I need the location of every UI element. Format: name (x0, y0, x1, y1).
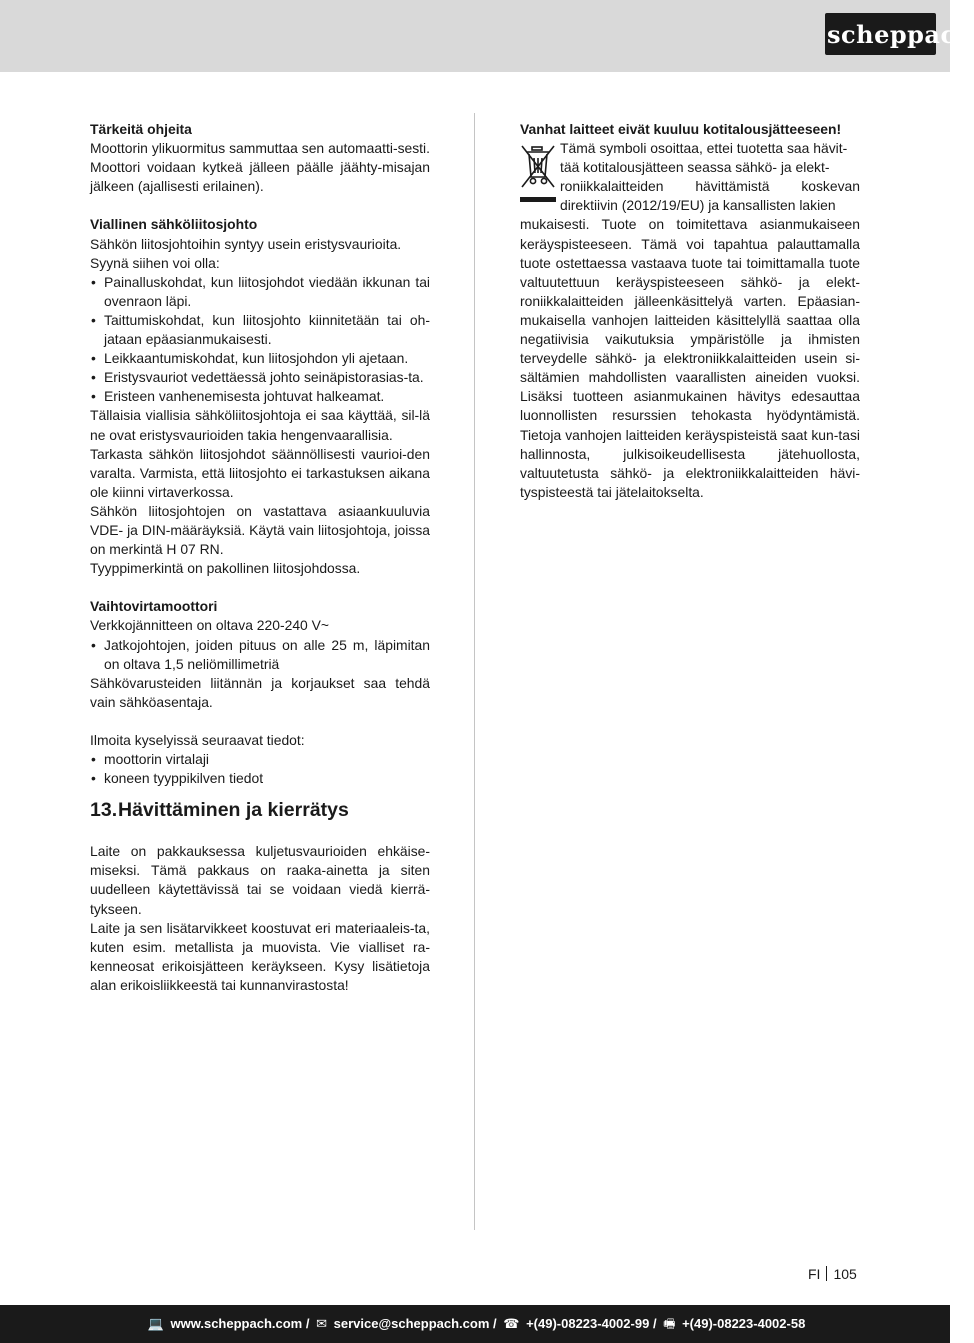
section-heading-text: Hävittäminen ja kierrätys (118, 799, 349, 822)
list-item: • Leikkaantumiskohdat, kun liitosjohdon yli ajetaan. (90, 349, 430, 368)
fax-icon: 🖷 (663, 1316, 676, 1331)
ac-motor-voltage: Verkkojännitteen on oltava 220-240 V~ (90, 617, 330, 634)
left-column (90, 120, 430, 995)
weee-line-4: direktiivin (2012/19/EU) ja kansallisten lakien (560, 197, 836, 214)
weee-underline (520, 197, 556, 202)
defective-cable-list (90, 273, 430, 407)
section-title-defective-cable: Viallinen sähköliitosjohto (90, 216, 258, 233)
page-number: 105 (833, 1266, 857, 1282)
footer-bar: 💻 www.scheppach.com / ✉ service@scheppach.com / ☎ +(49)-08223-4002-99 / 🖷 +(49)-08223-4002-58 (0, 1305, 950, 1343)
list-item: • Eristeen vanhenemisesta johtuvat halkeamat. (90, 387, 430, 406)
section-title-ac-motor: Vaihtovirtamoottori (90, 598, 218, 615)
weee-line-3: roniikkalaitteiden hävittämistä koskevan (560, 178, 860, 195)
envelope-icon: ✉ (316, 1316, 327, 1331)
section-title-important-notes: Tärkeitä ohjeita (90, 121, 192, 137)
weee-text: mukaisesti. Tuote on toimitettava asianmukaiseen keräyspisteeseen. Tämä voi tapahtua palauttamalla tuote ostettaessa vastaava tuote tai toimittamalla tuote valtuutettuun keräyspisteeseen sähkö- ja elekt-roniikkalaitteiden jälleenkäsittelyä varten. Epäasian-mukaisella vanhojen laitteiden käsittelyllä saattaa olla negatiivisia vaikutuksia ympäristölle ja ihmisten terveydelle sähkö- ja elektroniikkalaitteiden usein si-sältämien mahdollisten vaarallisten aineiden vuoksi. Lisäksi tuotteen asianmukainen hävitys edesauttaa luonnollisten resurssien tehokasta hyödyntämistä. Tietoja vanhojen laitteiden keräyspisteistä saat kun-tasi hallinnosta, julkisoikeudellisesta jätehuollosta, valtuutetusta sähkö- ja elektroniikkalaitteiden hävi-tyspisteestä tai jätelaitokselta. (520, 216, 860, 500)
ac-motor-electrician: Sähkövarusteiden liitännän ja korjaukset saa tehdä vain sähköasentaja. (90, 674, 430, 710)
weee-line-1: Tämä symboli osoittaa, ettei tuotetta saa hävit- (560, 140, 848, 157)
weee-line-2: tää kotitalousjätteen seassa sähkö- ja elekt- (560, 159, 830, 176)
section-title-weee: Vanhat laitteet eivät kuuluu kotitalousjätteeseen! (520, 121, 842, 137)
defective-cable-intro: Sähkön liitosjohtoihin syntyy usein eristysvaurioita. (90, 235, 402, 252)
disposal-packaging-text: Laite on pakkauksessa kuljetusvaurioiden ehkäise-miseksi. Tämä pakkaus on raaka-ainetta ja siten uudelleen käytettävissä tai se voidaan viedä kierrä-tykseen. (90, 843, 430, 917)
laptop-icon: 💻 (147, 1316, 164, 1331)
defective-cable-standards: Sähkön liitosjohtojen on vastattava asiaankuuluvia VDE- ja DIN-määräyksiä. Käytä vain liitosjohtoja, joissa on merkintä H 07 RN. (90, 502, 430, 558)
defective-cable-causes: Syynä siihen voi olla: (90, 254, 220, 271)
list-item: • moottorin virtalaji (90, 750, 430, 769)
important-notes-text: Moottorin ylikuormitus sammuttaa sen automaatti-sesti. Moottori voidaan kytkeä jälleen päälle jäähty-misajan jälkeen (ajallisesti erilainen). (90, 140, 430, 195)
footer-email[interactable]: service@scheppach.com (333, 1316, 490, 1331)
ac-motor-inquiry: Ilmoita kyselyissä seuraavat tiedot: (90, 732, 305, 748)
list-item: • Eristysvauriot vedettäessä johto seinäpistorasias-ta. (90, 368, 430, 387)
footer-fax: +(49)-08223-4002-58 (682, 1316, 806, 1331)
footer-website[interactable]: www.scheppach.com (170, 1316, 303, 1331)
page-separator (826, 1266, 827, 1281)
list-item: • Jatkojohtojen, joiden pituus on alle 25 m, läpimitan on oltava 1,5 neliömillimetriä (90, 636, 430, 674)
section-number: 13. (90, 799, 118, 822)
phone-icon: ☎ (503, 1316, 520, 1331)
right-column (520, 120, 860, 502)
list-item: • Taittumiskohdat, kun liitosjohto kiinnitetään tai oh-jataan epäasianmukaisesti. (90, 311, 430, 349)
scheppach-logo: scheppach (825, 13, 936, 55)
weee-block (520, 139, 860, 215)
footer-phone: +(49)-08223-4002-99 (526, 1316, 650, 1331)
list-item: • koneen tyyppikilven tiedot (90, 769, 430, 788)
disposal-materials-text: Laite ja sen lisätarvikkeet koostuvat eri materiaaleis-ta, kuten esim. metallista ja muovista. Vie vialliset ra-kenneosat erikoisjätteen keräykseen. Kysy lisätietoja alan erikoisliikkeestä tai kunnanvirastosta! (90, 919, 430, 993)
inquiry-list (90, 750, 430, 788)
column-divider (474, 113, 475, 1230)
page-language: FI (808, 1266, 821, 1282)
list-item: • Painalluskohdat, kun liitosjohdot viedään ikkunan tai ovenraon läpi. (90, 273, 430, 311)
ac-motor-list (90, 636, 430, 674)
defective-cable-warning: Tällaisia viallisia sähköliitosjohtoja ei saa käyttää, sil-lä ne ovat eristysvaurioiden takia hengenvaarallisia. (90, 407, 430, 443)
defective-cable-check: Tarkasta sähkön liitosjohdot säännöllisesti vaurioi-den varalta. Varmista, että liitosjohto ei tarkastuksen aikana ole kiinni virtaverkossa. (90, 445, 430, 500)
header-bar (0, 0, 974, 72)
section-heading-disposal (90, 798, 430, 822)
crossed-out-wheelie-bin-icon (520, 143, 556, 189)
defective-cable-marking: Tyyppimerkintä on pakollinen liitosjohdossa. (90, 560, 361, 577)
page-number-block (808, 1265, 857, 1283)
